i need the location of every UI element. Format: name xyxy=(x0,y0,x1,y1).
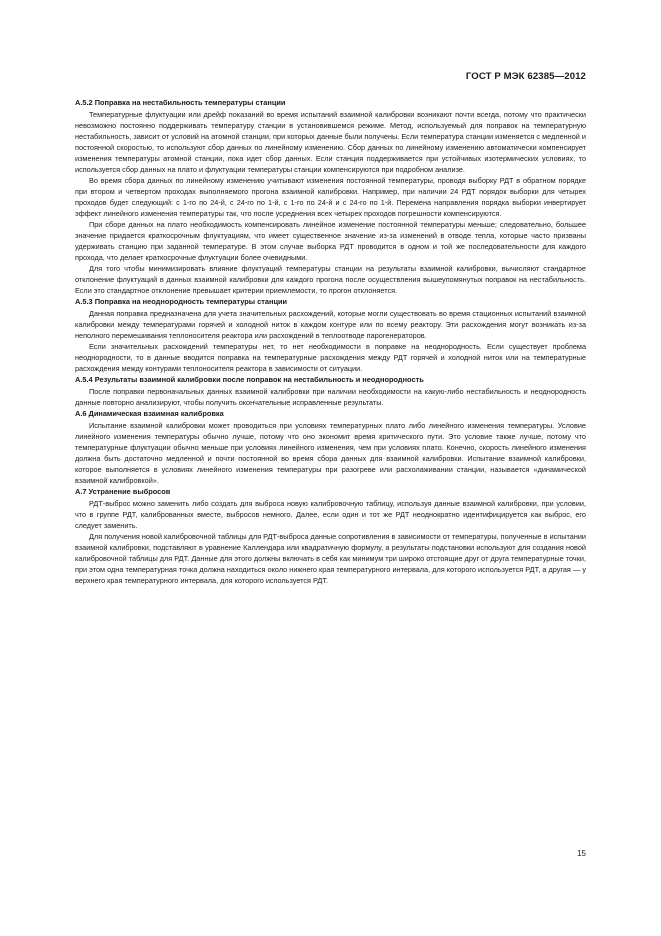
section-heading: А.5.4 Результаты взаимной калибровки после поправок на нестабильность и неоднородность xyxy=(75,375,424,384)
section-heading: А.5.2 Поправка на нестабильность температуры станции xyxy=(75,98,286,107)
paragraph: Во время сбора данных по линейному изменению учитывают изменения постоянной температуры, проводя выборку РДТ в обратном порядке при втором и четвертом проходах выполняемого прогона взаимной калибровки. Например, при наличии 24 РДТ порядок выборки для четырех проходов будет следующий: с 1-го по 24-й, с 24-го по 1-й, с 1-го по 24-й и с 24-го по 1-й. Перемена направления порядка выборки инвертирует эффект линейного изменения температуры так, что после усреднения всех четырех проходов погрешности компенсируются. xyxy=(75,176,586,218)
paragraph: Испытание взаимной калибровки может проводиться при условиях температурных плато либо линейного изменения температуры. Условие линейного изменения температуры обычно лучше, потому что оно экономит время критического пути. Это условие также лучше, потому что температурные флуктуации обычно меньше при условиях линейного изменения, чем при условиях плато. Конечно, скорость линейного изменения должна быть достаточно медленной и почти постоянной во время сбора данных для взаимной калибровки. Испытание взаимной калибровки, которое выполняется в условиях линейного изменения температуры при разогреве или расхолаживании станции, называется «динамической взаимной калибровкой». xyxy=(75,421,586,485)
section-a6 xyxy=(75,408,586,486)
section-a7 xyxy=(75,486,586,586)
paragraph: Данная поправка предназначена для учета значительных расхождений, которые могли существовать во время стационных испытаний взаимной калибровки между температурами горячей и холодной ниток в каждом контуре или по всему реактору. Эти расхождения могут возникать из-за неполного перемешивания теплоносителя реактора или расхождений в теплоотводе парогенераторов. xyxy=(75,309,586,340)
section-a54 xyxy=(75,374,586,408)
paragraph: РДТ-выброс можно заменить либо создать для выброса новую калибровочную таблицу, используя данные взаимной калибровки, при условии, что в группе РДТ, калиброванных вместе, выбросов немного. Далее, если один и тот же РДТ неоднократно идентифицируется как выброс, его следует заменить. xyxy=(75,499,586,530)
paragraph: При сборе данных на плато необходимость компенсировать линейное изменение постоянной температуры меньше; следовательно, большее значение придается краткосрочным флуктуациям, что имеет существенное значение из-за изменений в отводе тепла, которые часто призваны удерживать станцию при заданной температуре. В этом случае выборка РДТ проводится в одном и той же последовательности для каждого прохода, что делает краткосрочные флуктуации более очевидными. xyxy=(75,220,586,262)
section-a52 xyxy=(75,97,586,296)
paragraph: Для того чтобы минимизировать влияние флуктуаций температуры станции на результаты взаимной калибровки, вычисляют стандартное отклонение флуктуаций в данных взаимной калибровки для каждого прогона после осуществления вышеупомянутых поправок на нестабильность. Если это стандартное отклонение превышает критерии приемлемости, то прогон отклоняется. xyxy=(75,264,586,295)
paragraph: Температурные флуктуации или дрейф показаний во время испытаний взаимной калибровки возникают почти всегда, потому что практически невозможно постоянно поддерживать температуру станции в установившемся режиме. Метод, используемый для поправок на температурную нестабильность, зависит от условий на атомной станции, при которых данные были получены. Если температура станции изменяется с медленной и постоянной скоростью, то используют сбор данных по линейному изменению. Сбор данных по линейному изменению автоматически компенсирует изменения температуры атомной станции, пока идет сбор данных. Если станция поддерживается при устойчивых изотермических условиях, то используется сбор данных на плато и флуктуации температуры станции компенсируются при подробном анализе. xyxy=(75,110,586,174)
paragraph: После поправки первоначальных данных взаимной калибровки при наличии необходимости на какую-либо нестабильность и неоднородность данные повторно анализируют, чтобы получить окончательные исправленные результаты. xyxy=(75,387,586,407)
standard-id: ГОСТ Р МЭК 62385—2012 xyxy=(465,71,586,82)
paragraph: Для получения новой калибровочной таблицы для РДТ-выброса данные сопротивления в зависимости от температуры, полученные в испытании взаимной калибровки, подставляют в уравнение Каллендара или квадратичную формулу, а результаты подстановки используют для создания новой калибровочной таблицы для РДТ. Данные для этого должны включать в себя как минимум три широко отстоящие друг от друга температурные точки, при этом одна температурная точка должна находиться около нижнего края температурного интервала, для которого используется РДТ, а другая — у верхнего края температурного интервала, для которого используется РДТ. xyxy=(75,532,586,585)
section-a53 xyxy=(75,296,586,374)
page-number: 15 xyxy=(577,849,586,858)
section-heading: А.5.3 Поправка на неоднородность температуры станции xyxy=(75,297,288,306)
paragraph: Если значительных расхождений температуры нет, то нет необходимости в поправке на неоднородность. Если существует проблема неоднородности, то в данные вводится поправка на температурные расхождения между РДТ горячей и холодной ниток или на температурные расхождения между контурами теплоносителя реактора в зависимости от ситуации. xyxy=(75,342,586,373)
document-body xyxy=(75,97,586,586)
section-heading: А.7 Устранение выбросов xyxy=(75,487,171,496)
section-heading: А.6 Динамическая взаимная калибровка xyxy=(75,409,224,418)
